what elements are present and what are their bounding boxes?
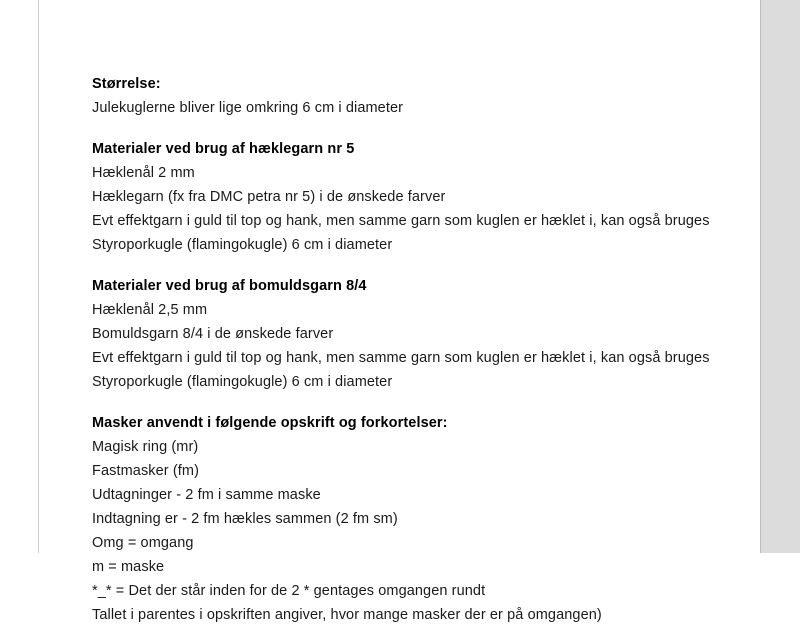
page-left-margin <box>0 0 39 553</box>
section-line: Evt effektgarn i guld til top og hank, men samme garn som kuglen er hæklet i, kan også bruges <box>92 213 710 229</box>
document-section <box>92 72 750 120</box>
section-line: Styroporkugle (flamingokugle) 6 cm i diameter <box>92 237 393 253</box>
section-line: m = maske <box>92 559 165 575</box>
gutter-edge <box>760 0 761 553</box>
section-line: Hæklenål 2,5 mm <box>92 302 208 318</box>
document-content <box>92 72 750 627</box>
section-line: Styroporkugle (flamingokugle) 6 cm i diameter <box>92 374 393 390</box>
section-line: Udtagninger - 2 fm i samme maske <box>92 487 321 503</box>
section-line: Julekuglerne bliver lige omkring 6 cm i diameter <box>92 100 404 116</box>
section-line: Evt effektgarn i guld til top og hank, men samme garn som kuglen er hæklet i, kan også bruges <box>92 350 710 366</box>
section-line: Fastmasker (fm) <box>92 463 200 479</box>
section-heading: Materialer ved brug af bomuldsgarn 8/4 <box>92 278 367 294</box>
section-heading: Materialer ved brug af hæklegarn nr 5 <box>92 141 355 157</box>
section-line: Indtagning er - 2 fm hækles sammen (2 fm sm) <box>92 511 398 527</box>
section-heading: Størrelse: <box>92 76 161 92</box>
section-line: Hæklenål 2 mm <box>92 165 195 181</box>
section-heading: Masker anvendt i følgende opskrift og forkortelser: <box>92 415 448 431</box>
document-section <box>92 137 750 257</box>
section-line: Magisk ring (mr) <box>92 439 199 455</box>
section-line: *_* = Det der står inden for de 2 * gentages omgangen rundt <box>92 583 486 599</box>
section-line: Hæklegarn (fx fra DMC petra nr 5) i de ønskede farver <box>92 189 446 205</box>
section-line: Tallet i parentes i opskriften angiver, hvor mange masker der er på omgangen) <box>92 607 602 623</box>
document-section <box>92 274 750 394</box>
section-line: Bomuldsgarn 8/4 i de ønskede farver <box>92 326 334 342</box>
document-section <box>92 411 750 627</box>
page-right-gutter <box>760 0 800 553</box>
section-line: Omg = omgang <box>92 535 194 551</box>
document-body <box>39 0 760 623</box>
